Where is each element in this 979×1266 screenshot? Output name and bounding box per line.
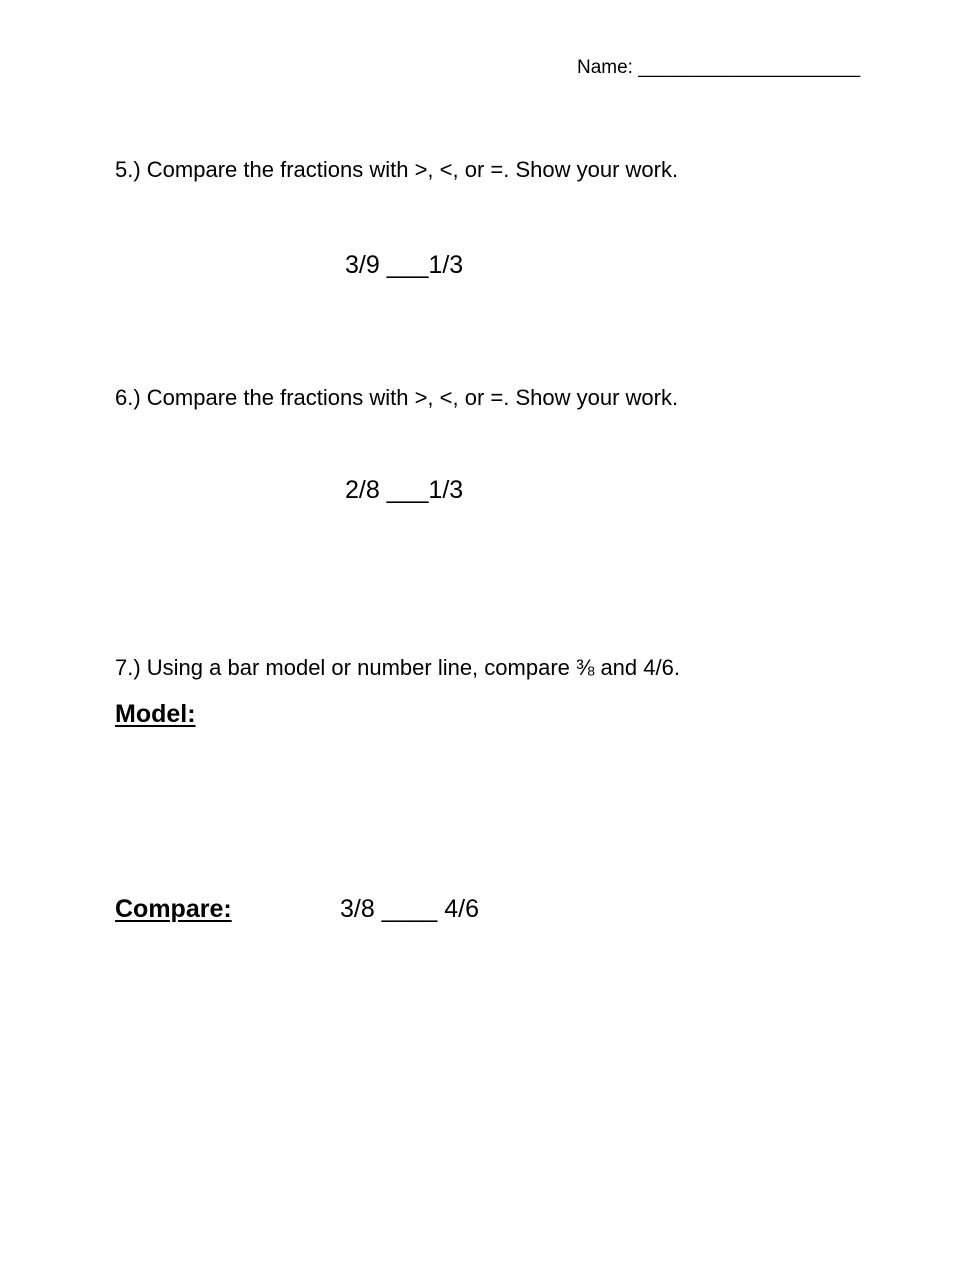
model-heading: Model: — [115, 700, 196, 728]
question-6-prompt: 6.) Compare the fractions with >, <, or =. Show your work. — [115, 385, 679, 410]
question-6-comparison: 2/8 ___1/3 — [345, 476, 464, 504]
question-5-prompt: 5.) Compare the fractions with >, <, or =. Show your work. — [115, 157, 679, 182]
question-7-comparison: 3/8 ____ 4/6 — [340, 895, 480, 923]
name-field-label: Name: _____________________ — [577, 57, 861, 78]
question-5-comparison: 3/9 ___1/3 — [345, 251, 464, 279]
question-7-prompt: 7.) Using a bar model or number line, compare ⅜ and 4/6. — [115, 655, 680, 680]
compare-heading: Compare: — [115, 895, 232, 923]
